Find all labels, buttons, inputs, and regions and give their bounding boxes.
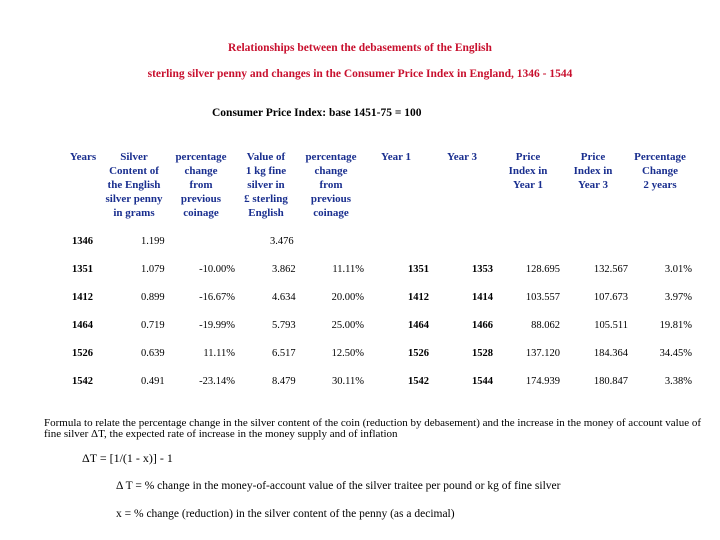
- table-cell: 103.557: [525, 292, 560, 303]
- table-cell: 11.11%: [203, 348, 235, 359]
- table-cell: 3.97%: [664, 292, 692, 303]
- title-line-1: Relationships between the debasements of the English: [228, 42, 492, 54]
- table-cell: 0.639: [141, 348, 165, 359]
- table-cell: 1542: [408, 376, 429, 387]
- table-cell: 34.45%: [659, 348, 692, 359]
- table-cell: 3.01%: [664, 264, 692, 275]
- table-cell: 20.00%: [331, 292, 364, 303]
- formula-definition-t: Δ T = % change in the money-of-account value of the silver traitee per pound or kg of fine silver: [116, 480, 561, 492]
- table-cell: 1412: [408, 292, 429, 303]
- table-cell: 1526: [72, 348, 93, 359]
- col-header-years: Years: [69, 151, 97, 163]
- col-header-pct-change-2y: Percentage Change 2 years: [634, 151, 686, 191]
- table-cell: 1528: [472, 348, 493, 359]
- table-cell: 0.491: [141, 376, 165, 387]
- table-cell: 1351: [72, 264, 93, 275]
- table-cell: 19.81%: [659, 320, 692, 331]
- table-cell: 174.939: [525, 376, 560, 387]
- table-cell: 1544: [472, 376, 493, 387]
- col-header-year-3: Year 3: [446, 151, 478, 163]
- table-cell: 3.476: [270, 236, 294, 247]
- table-cell: 1353: [472, 264, 493, 275]
- table-cell: 1464: [72, 320, 93, 331]
- table-cell: 0.899: [141, 292, 165, 303]
- table-cell: 180.847: [593, 376, 628, 387]
- table-cell: 1351: [408, 264, 429, 275]
- table-cell: -19.99%: [199, 320, 235, 331]
- cpi-base-note: Consumer Price Index: base 1451-75 = 100: [212, 107, 422, 119]
- table-cell: 25.00%: [331, 320, 364, 331]
- formula-intro: Formula to relate the percentage change in the silver content of the coin (reduction by debasement) and the increase in the money of account value of fine silver ΔT, the expected rate of increase in the money supply and of inflation: [44, 417, 701, 440]
- table-cell: 1.079: [141, 264, 165, 275]
- table-cell: 11.11%: [332, 264, 364, 275]
- col-header-price-index-y3: Price Index in Year 3: [573, 151, 613, 191]
- table-cell: 3.38%: [664, 376, 692, 387]
- table-cell: 12.50%: [331, 348, 364, 359]
- table-cell: 1.199: [141, 236, 165, 247]
- table-cell: 1412: [72, 292, 93, 303]
- col-header-pct-change-value: percentage change from previous coinage: [305, 151, 357, 219]
- col-header-value-fine-silver: Value of 1 kg fine silver in £ sterling English: [244, 151, 288, 219]
- table-cell: 105.511: [594, 320, 628, 331]
- table-cell: 1542: [72, 376, 93, 387]
- table-cell: -10.00%: [199, 264, 235, 275]
- table-cell: 6.517: [272, 348, 296, 359]
- table-cell: 88.062: [531, 320, 560, 331]
- table-cell: -16.67%: [199, 292, 235, 303]
- table-cell: 4.634: [272, 292, 296, 303]
- table-cell: 1464: [408, 320, 429, 331]
- table-cell: 1346: [72, 236, 93, 247]
- table-cell: 8.479: [272, 376, 296, 387]
- table-cell: 1526: [408, 348, 429, 359]
- table-cell: 1414: [472, 292, 493, 303]
- formula-definition-x: x = % change (reduction) in the silver content of the penny (as a decimal): [116, 508, 455, 520]
- table-cell: 128.695: [525, 264, 560, 275]
- col-header-year-1: Year 1: [380, 151, 412, 163]
- table-cell: 107.673: [593, 292, 628, 303]
- table-cell: 30.11%: [332, 376, 364, 387]
- table-cell: 132.567: [593, 264, 628, 275]
- title-line-2: sterling silver penny and changes in the Consumer Price Index in England, 1346 - 1544: [147, 68, 573, 80]
- col-header-silver-content: Silver Content of the English silver penny in grams: [105, 151, 163, 219]
- col-header-pct-change-silver: percentage change from previous coinage: [175, 151, 227, 219]
- table-cell: 1466: [472, 320, 493, 331]
- table-cell: 184.364: [593, 348, 628, 359]
- col-header-price-index-y1: Price Index in Year 1: [508, 151, 548, 191]
- table-cell: 137.120: [525, 348, 560, 359]
- table-cell: 5.793: [272, 320, 296, 331]
- formula-equation: ΔT = [1/(1 - x)] - 1: [82, 451, 173, 465]
- table-cell: -23.14%: [199, 376, 235, 387]
- table-cell: 0.719: [141, 320, 165, 331]
- table-cell: 3.862: [272, 264, 296, 275]
